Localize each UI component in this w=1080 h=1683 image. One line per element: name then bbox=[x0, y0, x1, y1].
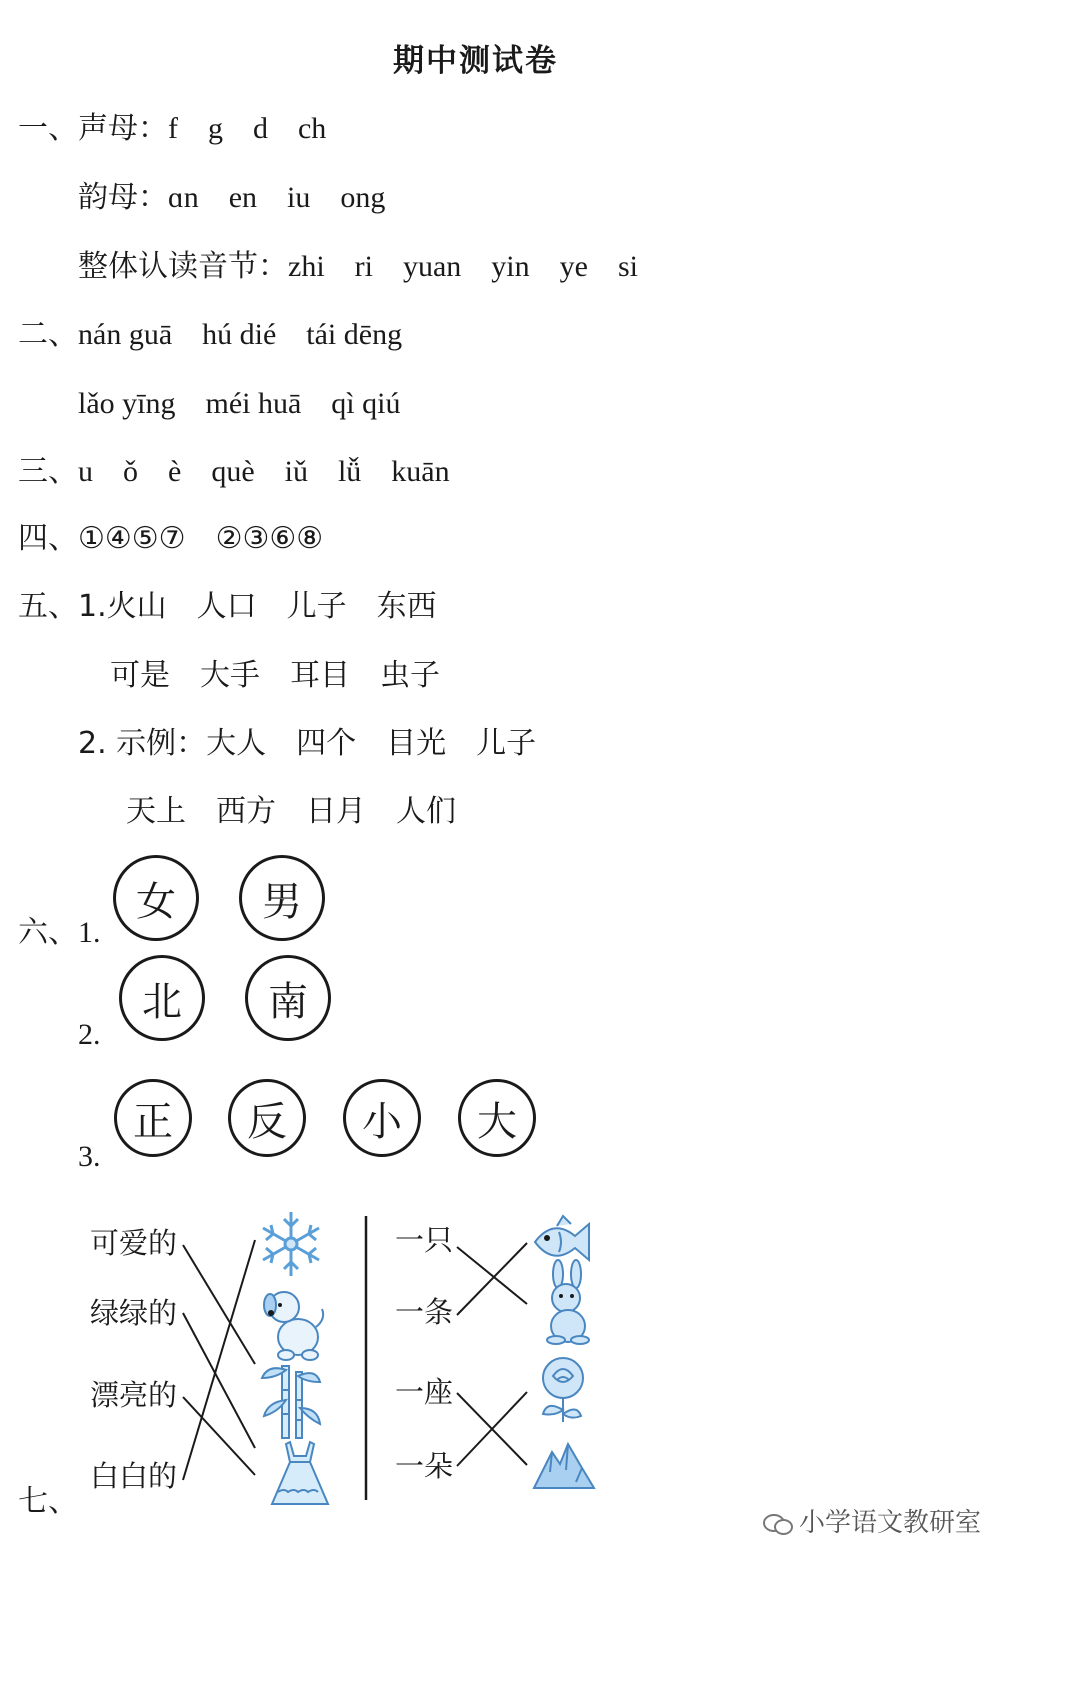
match-line bbox=[183, 1245, 255, 1364]
section-2-line-2: lǎo yīng méi huā qì qiú bbox=[78, 387, 401, 420]
snowflake-icon bbox=[263, 1212, 319, 1276]
section-2-line-1: nán guā hú dié tái dēng bbox=[78, 318, 403, 351]
measure-word-label: 一条 bbox=[395, 1295, 454, 1329]
circled-char: 小 bbox=[343, 1079, 421, 1157]
rabbit-icon bbox=[547, 1260, 589, 1344]
rose-icon bbox=[543, 1358, 583, 1422]
puppy-icon bbox=[264, 1292, 323, 1360]
circled-char: 男 bbox=[239, 855, 325, 941]
fish-icon bbox=[535, 1216, 589, 1260]
match-line bbox=[183, 1240, 255, 1480]
match-line bbox=[183, 1397, 255, 1475]
measure-word-label: 一座 bbox=[395, 1375, 454, 1409]
section-7-number: 七、 bbox=[18, 1484, 78, 1519]
section-5-line-2: 可是 大手 耳目 虫子 bbox=[110, 658, 440, 693]
section-1-line-3: 整体认读音节：zhi ri yuan yin ye si bbox=[78, 250, 638, 283]
adjective-label: 可爱的 bbox=[90, 1226, 178, 1260]
section-3-line-1: u ǒ è què iǔ lǚ kuān bbox=[78, 455, 450, 488]
circled-char: 反 bbox=[228, 1079, 306, 1157]
section-5-number: 五、 bbox=[18, 589, 78, 624]
dress-icon bbox=[272, 1442, 328, 1504]
circled-char: 北 bbox=[119, 955, 205, 1041]
adjective-label: 漂亮的 bbox=[90, 1378, 178, 1412]
section-3-number: 三、 bbox=[18, 454, 78, 489]
section-1-number: 一、 bbox=[18, 111, 78, 146]
measure-word-label: 一只 bbox=[395, 1223, 454, 1257]
section-6-q2-label: 2. bbox=[78, 1018, 101, 1051]
section-6-q1-label: 1. bbox=[78, 916, 101, 949]
section-4-line-1: ①④⑤⑦ ②③⑥⑧ bbox=[78, 522, 324, 555]
section-5-line-4: 天上 西方 日月 人们 bbox=[126, 794, 456, 829]
mountain-icon bbox=[534, 1444, 594, 1488]
adjective-label: 白白的 bbox=[90, 1459, 178, 1493]
section-2-number: 二、 bbox=[18, 317, 78, 352]
match-line bbox=[457, 1243, 527, 1315]
section-5-line-1: 1.火山 人口 儿子 东西 bbox=[78, 589, 437, 624]
match-line bbox=[183, 1313, 255, 1448]
section-6-number: 六、 bbox=[18, 915, 78, 950]
circled-char: 南 bbox=[245, 955, 331, 1041]
adjective-label: 绿绿的 bbox=[90, 1296, 178, 1330]
page-title: 期中测试卷 bbox=[393, 43, 558, 79]
section-1-line-2: 韵母：ɑn en iu ong bbox=[78, 181, 386, 214]
section-1-line-1: 声母：f g d ch bbox=[78, 112, 327, 145]
section-5-line-3: 2. 示例：大人 四个 目光 儿子 bbox=[78, 726, 537, 761]
section-4-number: 四、 bbox=[18, 521, 78, 556]
wechat-icon bbox=[763, 1512, 793, 1534]
circled-char: 正 bbox=[114, 1079, 192, 1157]
measure-word-label: 一朵 bbox=[395, 1449, 454, 1483]
circled-char: 大 bbox=[458, 1079, 536, 1157]
watermark-text: 小学语文教研室 bbox=[799, 1508, 982, 1538]
circled-char: 女 bbox=[113, 855, 199, 941]
watermark bbox=[763, 1510, 981, 1536]
match-line bbox=[457, 1247, 527, 1304]
section-6-q3-label: 3. bbox=[78, 1140, 101, 1173]
bamboo-icon bbox=[262, 1366, 320, 1438]
